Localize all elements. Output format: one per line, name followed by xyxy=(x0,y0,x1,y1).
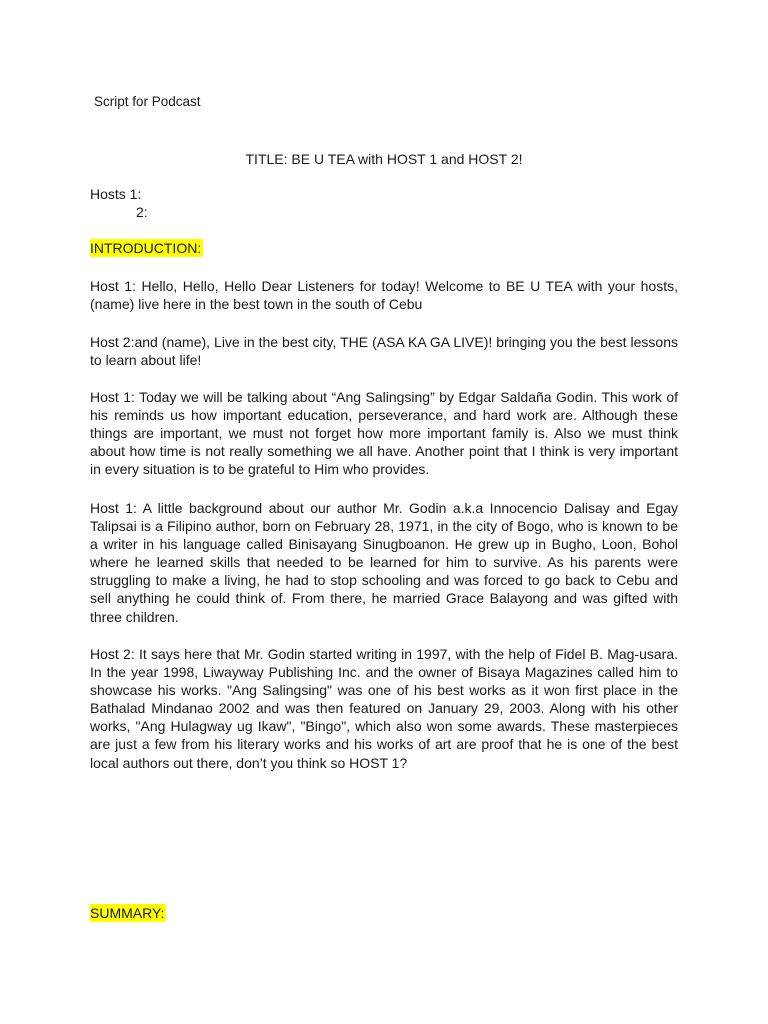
paragraph-host1-topic: Host 1: Today we will be talking about “Ang Salingsing” by Edgar Saldaña Godin. This work of his reminds us how important education, perseverance, and hard work are. Although these things are important, we must not forget how more important family is. Also we must think about how time is not really something we all have. Another point that I think is very important in every situation is to be grateful to Him who provides. xyxy=(90,389,678,478)
introduction-heading: INTRODUCTION: xyxy=(90,240,202,256)
summary-heading: SUMMARY: xyxy=(90,905,165,921)
paragraph-host2-greeting: Host 2:and (name), Live in the best city, THE (ASA KA GA LIVE)! bringing you the best lessons to learn about life! xyxy=(90,334,678,369)
hosts-block xyxy=(90,185,148,221)
hosts-line-1: Hosts 1: xyxy=(90,186,142,202)
paragraph-host1-greeting: Host 1: Hello, Hello, Hello Dear Listeners for today! Welcome to BE U TEA with your hosts, (name) live here in the best town in the south of Cebu xyxy=(90,278,678,313)
podcast-title: TITLE: BE U TEA with HOST 1 and HOST 2! xyxy=(245,151,523,167)
hosts-line-2: 2: xyxy=(136,204,148,220)
paragraph-host1-background: Host 1: A little background about our author Mr. Godin a.k.a Innocencio Dalisay and Egay Talipsai is a Filipino author, born on February 28, 1971, in the city of Bogo, who is known to be a writer in his language called Binisayang Sinugboanon. He grew up in Bugho, Loon, Bohol where he learned skills that needed to be learned for him to survive. As his parents were struggling to make a living, he had to stop schooling and was forced to go back to Cebu and sell anything he could think of. From there, he married Grace Balayong and was gifted with three children. xyxy=(90,500,678,625)
paragraph-host2-writing: Host 2: It says here that Mr. Godin started writing in 1997, with the help of Fidel B. Mag-usara. In the year 1998, Liwayway Publishing Inc. and the owner of Bisaya Magazines called him to showcase his works. "Ang Salingsing" was one of his best works as it won first place in the Bathalad Mindanao 2002 and was then featured on January 29, 2003. Along with his other works, "Ang Hulagway ug Ikaw", "Bingo", which also won some awards. These masterpieces are just a few from his literary works and his works of art are proof that he is one of the best local authors out there, don’t you think so HOST 1? xyxy=(90,646,678,771)
document-header-label: Script for Podcast xyxy=(94,94,201,109)
